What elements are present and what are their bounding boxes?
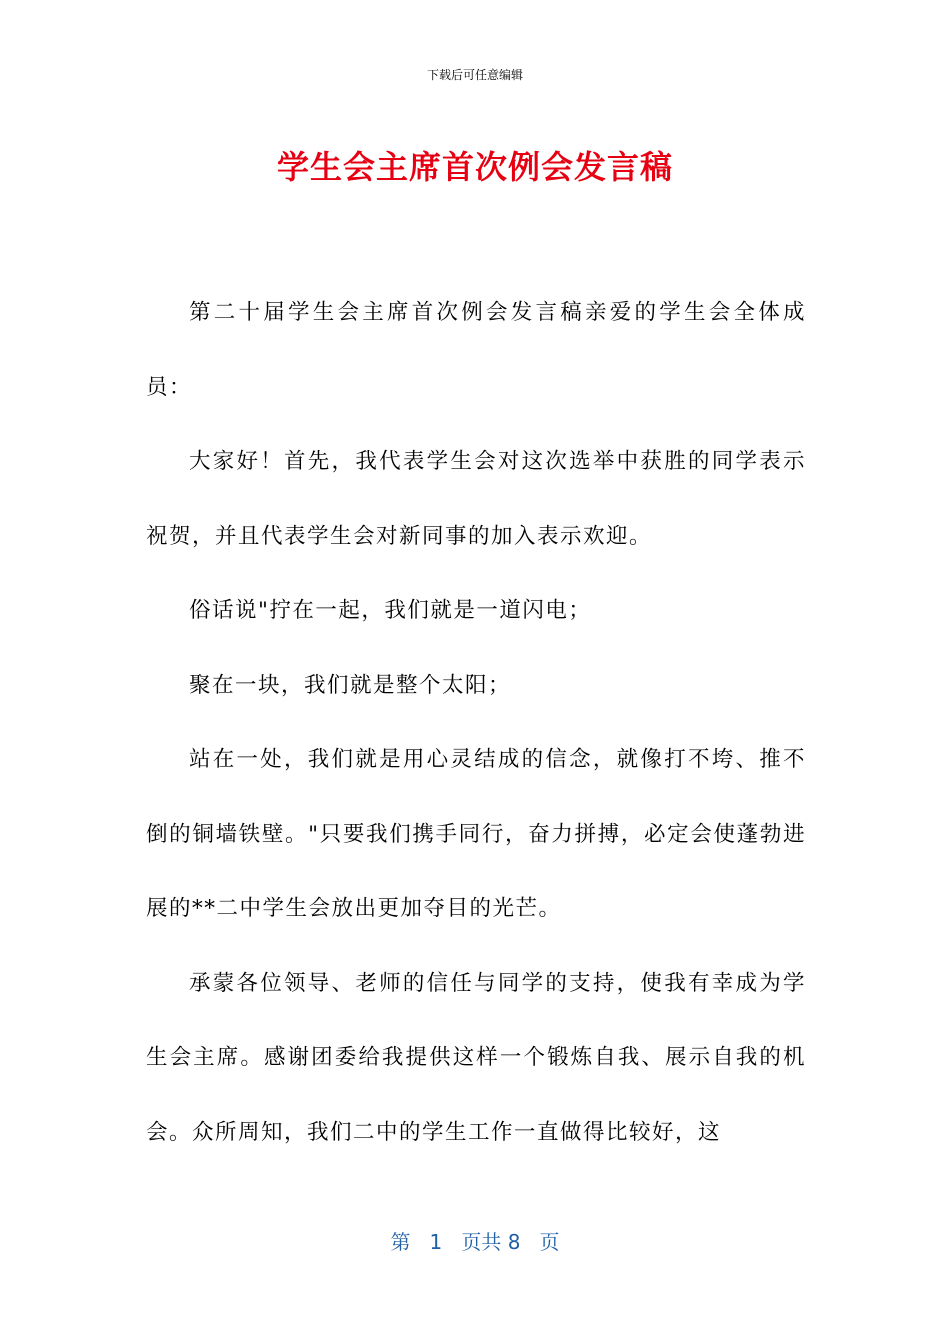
paragraph: 聚在一块，我们就是整个太阳； (189, 672, 512, 698)
paragraph: 站在一处，我们就是用心灵结成的信念，就像打不垮、推不倒的铜墙铁壁。"只要我们携手同行，奋力拼搏，必定会使蓬勃进展的**二中学生会放出更加夺目的光芒。 (146, 747, 806, 921)
footer-total-pages: 8 (507, 1230, 521, 1254)
paragraph: 承蒙各位领导、老师的信任与同学的支持，使我有幸成为学生会主席。感谢团委给我提供这样一个锻炼自我、展示自我的机会。众所周知，我们二中的学生工作一直做得比较好，这 (146, 970, 806, 1145)
paragraph: 第二十届学生会主席首次例会发言稿亲爱的学生会全体成员： (146, 300, 806, 400)
paragraph: 大家好！首先，我代表学生会对这次选举中获胜的同学表示祝贺，并且代表学生会对新同事的加入表示欢迎。 (146, 449, 806, 549)
footer-page-number: 1 (429, 1230, 443, 1254)
footer-label-page: 第 (390, 1230, 411, 1254)
document-body (146, 276, 806, 1170)
footer-label-of: 页共 (461, 1230, 502, 1254)
page-footer (0, 1226, 950, 1255)
header-note: 下载后可任意编辑 (426, 68, 523, 82)
paragraph: 俗话说"拧在一起，我们就是一道闪电； (189, 598, 592, 623)
document-title: 学生会主席首次例会发言稿 (276, 148, 673, 186)
footer-label-end: 页 (539, 1230, 560, 1254)
